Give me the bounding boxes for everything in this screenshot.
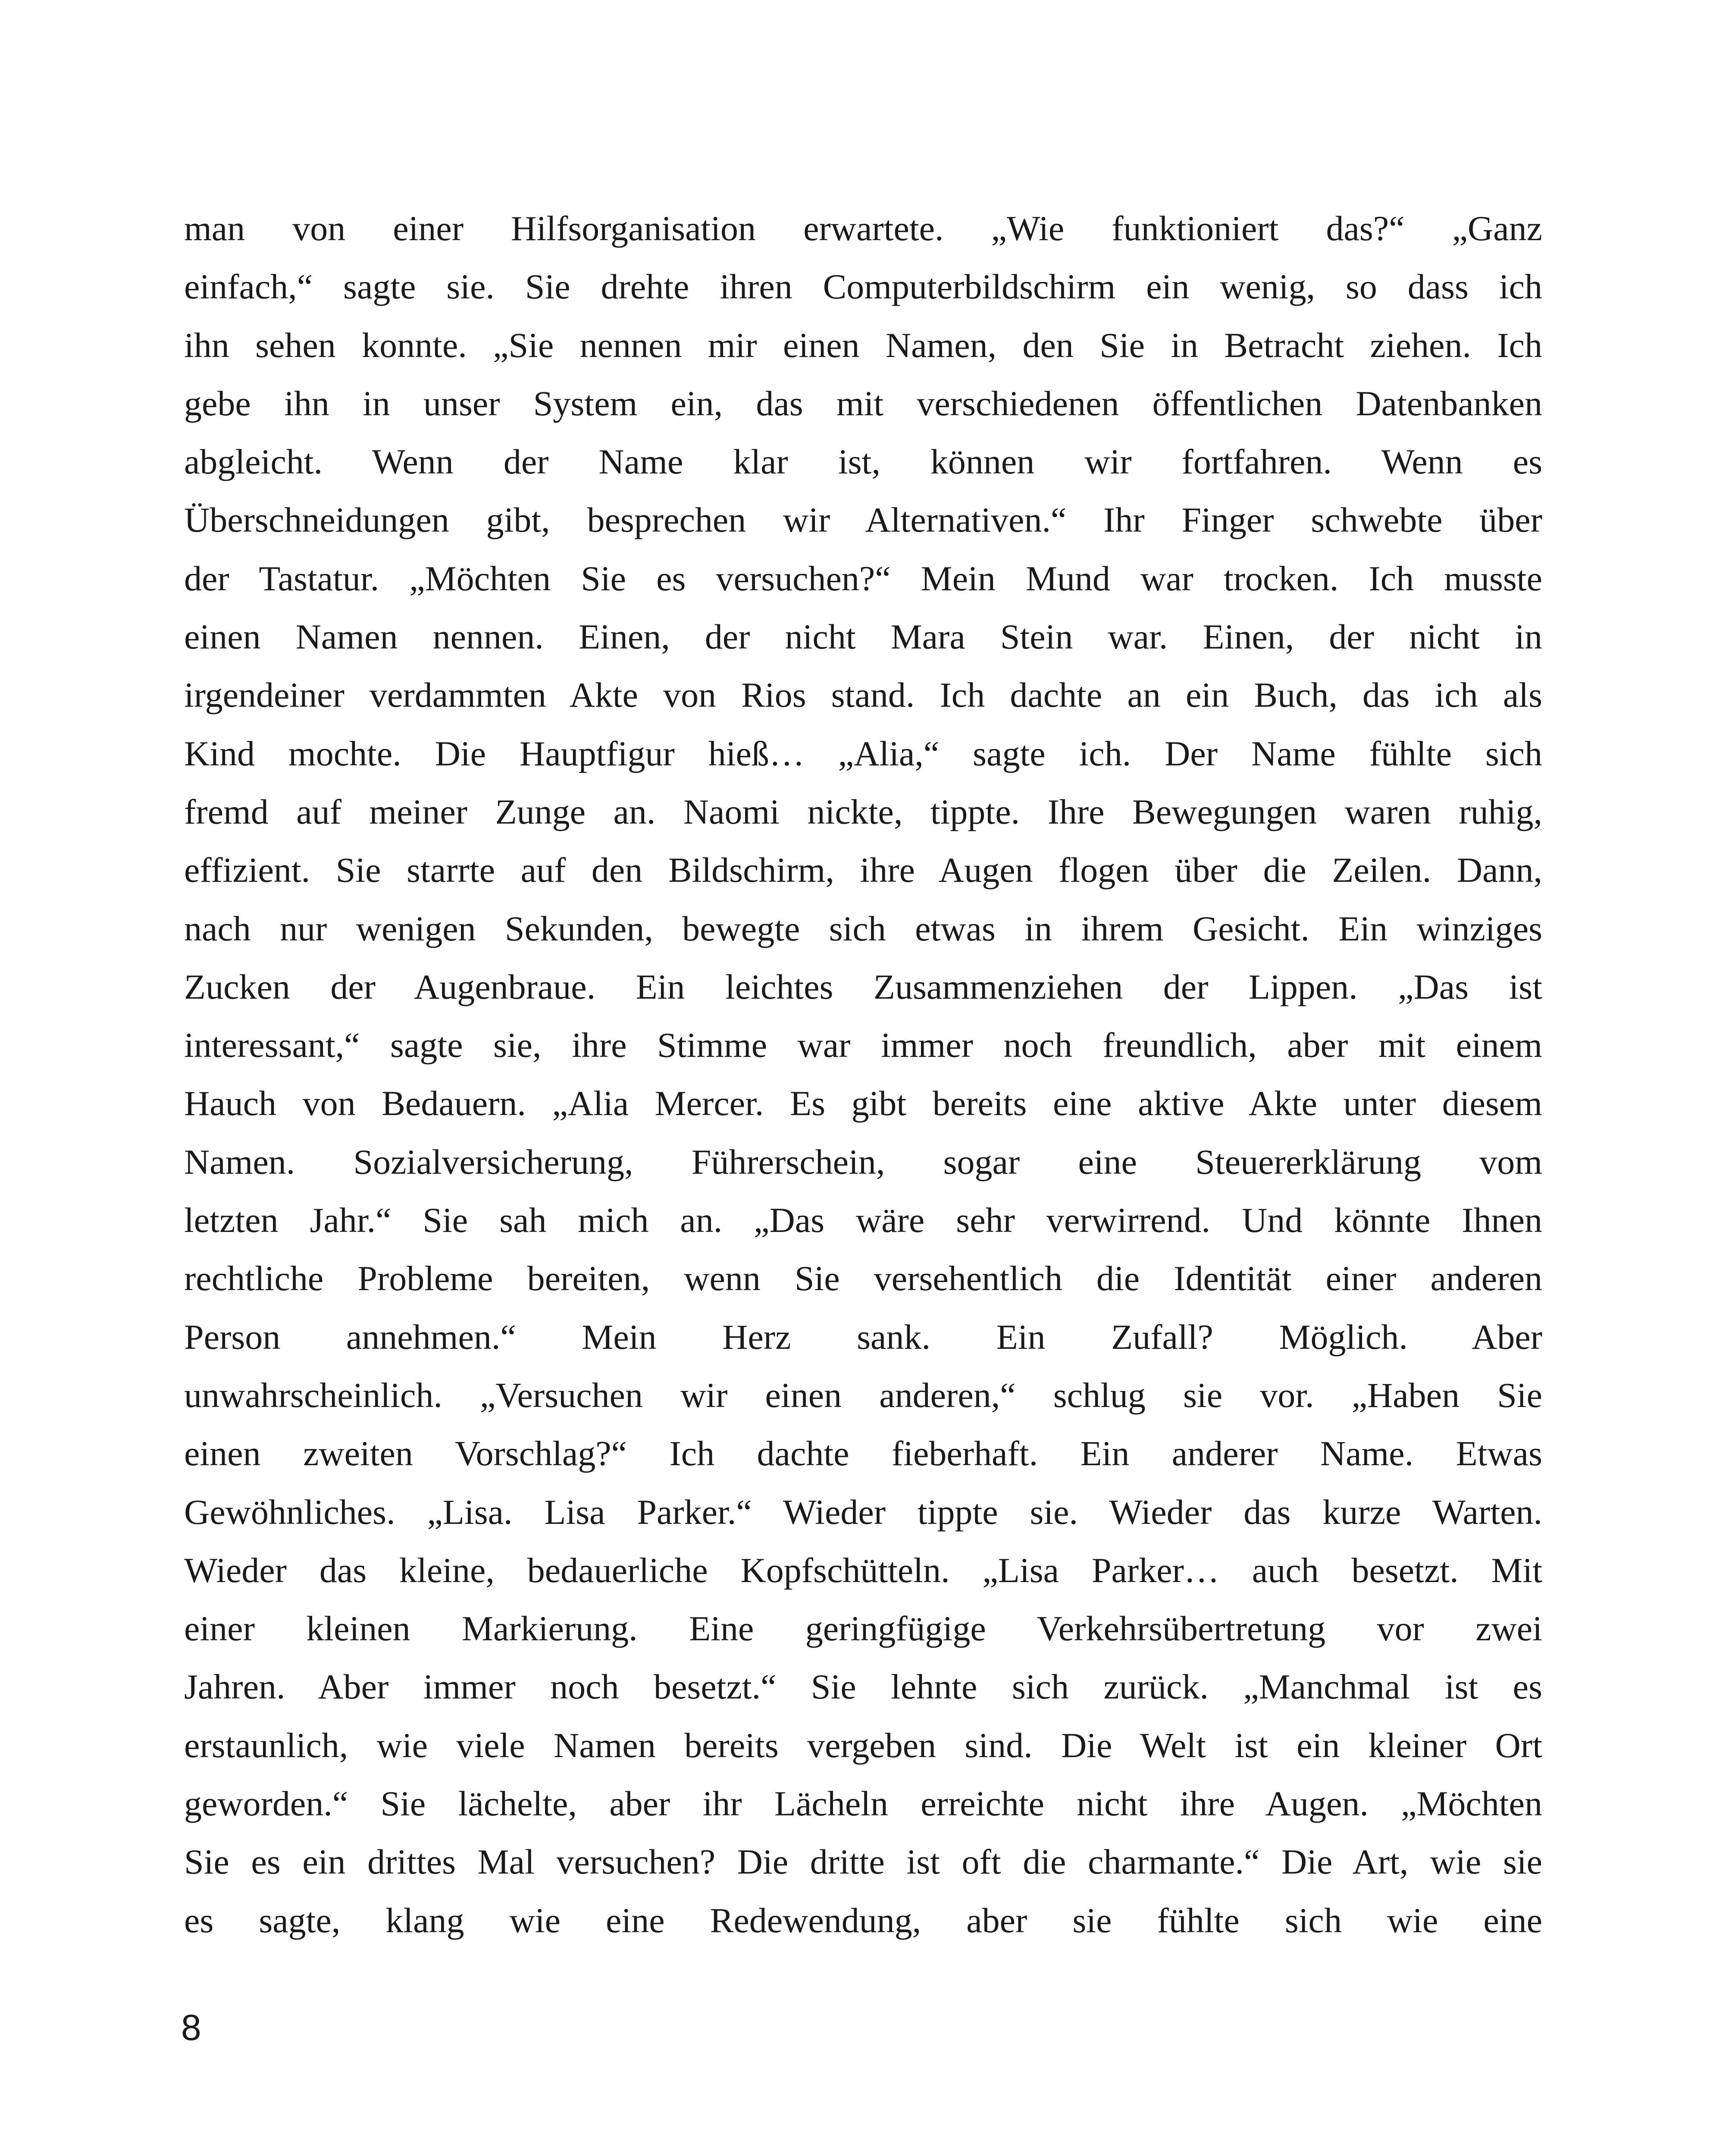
text-line: abgleicht. Wenn der Name klar ist, können wir fortfahren. Wenn es — [184, 442, 1542, 482]
text-line: einen Namen nennen. Einen, der nicht Mara Stein war. Einen, der nicht in — [184, 617, 1542, 657]
text-line: letzten Jahr.“ Sie sah mich an. „Das wäre sehr verwirrend. Und könnte Ihnen — [184, 1200, 1542, 1240]
text-line: man von einer Hilfsorganisation erwartete. „Wie funktioniert das?“ „Ganz — [184, 209, 1542, 248]
text-line: interessant,“ sagte sie, ihre Stimme war immer noch freundlich, aber mit einem — [184, 1025, 1542, 1065]
text-line: irgendeiner verdammten Akte von Rios stand. Ich dachte an ein Buch, das ich als — [184, 675, 1542, 715]
page-number: 8 — [181, 2007, 201, 2048]
text-line: es sagte, klang wie eine Redewendung, aber sie fühlte sich wie eine — [184, 1900, 1542, 1940]
text-line: fremd auf meiner Zunge an. Naomi nickte, tippte. Ihre Bewegungen waren ruhig, — [184, 792, 1542, 831]
text-line: rechtliche Probleme bereiten, wenn Sie versehentlich die Identität einer anderen — [184, 1259, 1542, 1298]
text-line: nach nur wenigen Sekunden, bewegte sich etwas in ihrem Gesicht. Ein winziges — [184, 909, 1542, 948]
text-line: Wieder das kleine, bedauerliche Kopfschütteln. „Lisa Parker… auch besetzt. Mit — [184, 1550, 1542, 1590]
text-line: Hauch von Bedauern. „Alia Mercer. Es gibt bereits eine aktive Akte unter diesem — [184, 1084, 1542, 1123]
text-line: Jahren. Aber immer noch besetzt.“ Sie lehnte sich zurück. „Manchmal ist es — [184, 1667, 1542, 1707]
text-line: ihn sehen konnte. „Sie nennen mir einen Namen, den Sie in Betracht ziehen. Ich — [184, 325, 1542, 365]
text-line: Namen. Sozialversicherung, Führerschein, sogar eine Steuererklärung vom — [184, 1142, 1542, 1181]
text-line: Sie es ein drittes Mal versuchen? Die dritte ist oft die charmante.“ Die Art, wie sie — [184, 1842, 1542, 1882]
text-line: Zucken der Augenbraue. Ein leichtes Zusammenziehen der Lippen. „Das ist — [184, 967, 1542, 1006]
text-line: einen zweiten Vorschlag?“ Ich dachte fieberhaft. Ein anderer Name. Etwas — [184, 1434, 1542, 1473]
body-text — [184, 199, 1542, 1949]
text-line: der Tastatur. „Möchten Sie es versuchen?“ Mein Mund war trocken. Ich musste — [184, 558, 1542, 598]
text-line: gebe ihn in unser System ein, das mit verschiedenen öffentlichen Datenbanken — [184, 383, 1542, 423]
text-line: Person annehmen.“ Mein Herz sank. Ein Zufall? Möglich. Aber — [184, 1317, 1542, 1357]
text-line: einfach,“ sagte sie. Sie drehte ihren Computerbildschirm ein wenig, so dass ich — [184, 267, 1542, 307]
text-line: Kind mochte. Die Hauptfigur hieß… „Alia,“ sagte ich. Der Name fühlte sich — [184, 733, 1542, 773]
text-line: geworden.“ Sie lächelte, aber ihr Lächeln erreichte nicht ihre Augen. „Möchten — [184, 1784, 1542, 1824]
text-line: erstaunlich, wie viele Namen bereits vergeben sind. Die Welt ist ein kleiner Ort — [184, 1725, 1542, 1765]
text-line: effizient. Sie starrte auf den Bildschirm, ihre Augen flogen über die Zeilen. Dann, — [184, 850, 1542, 890]
text-line: unwahrscheinlich. „Versuchen wir einen anderen,“ schlug sie vor. „Haben Sie — [184, 1375, 1542, 1415]
text-line: einer kleinen Markierung. Eine geringfügige Verkehrsübertretung vor zwei — [184, 1609, 1542, 1648]
text-line: Überschneidungen gibt, besprechen wir Alternativen.“ Ihr Finger schwebte über — [184, 500, 1542, 540]
text-line: Gewöhnliches. „Lisa. Lisa Parker.“ Wieder tippte sie. Wieder das kurze Warten. — [184, 1492, 1542, 1532]
